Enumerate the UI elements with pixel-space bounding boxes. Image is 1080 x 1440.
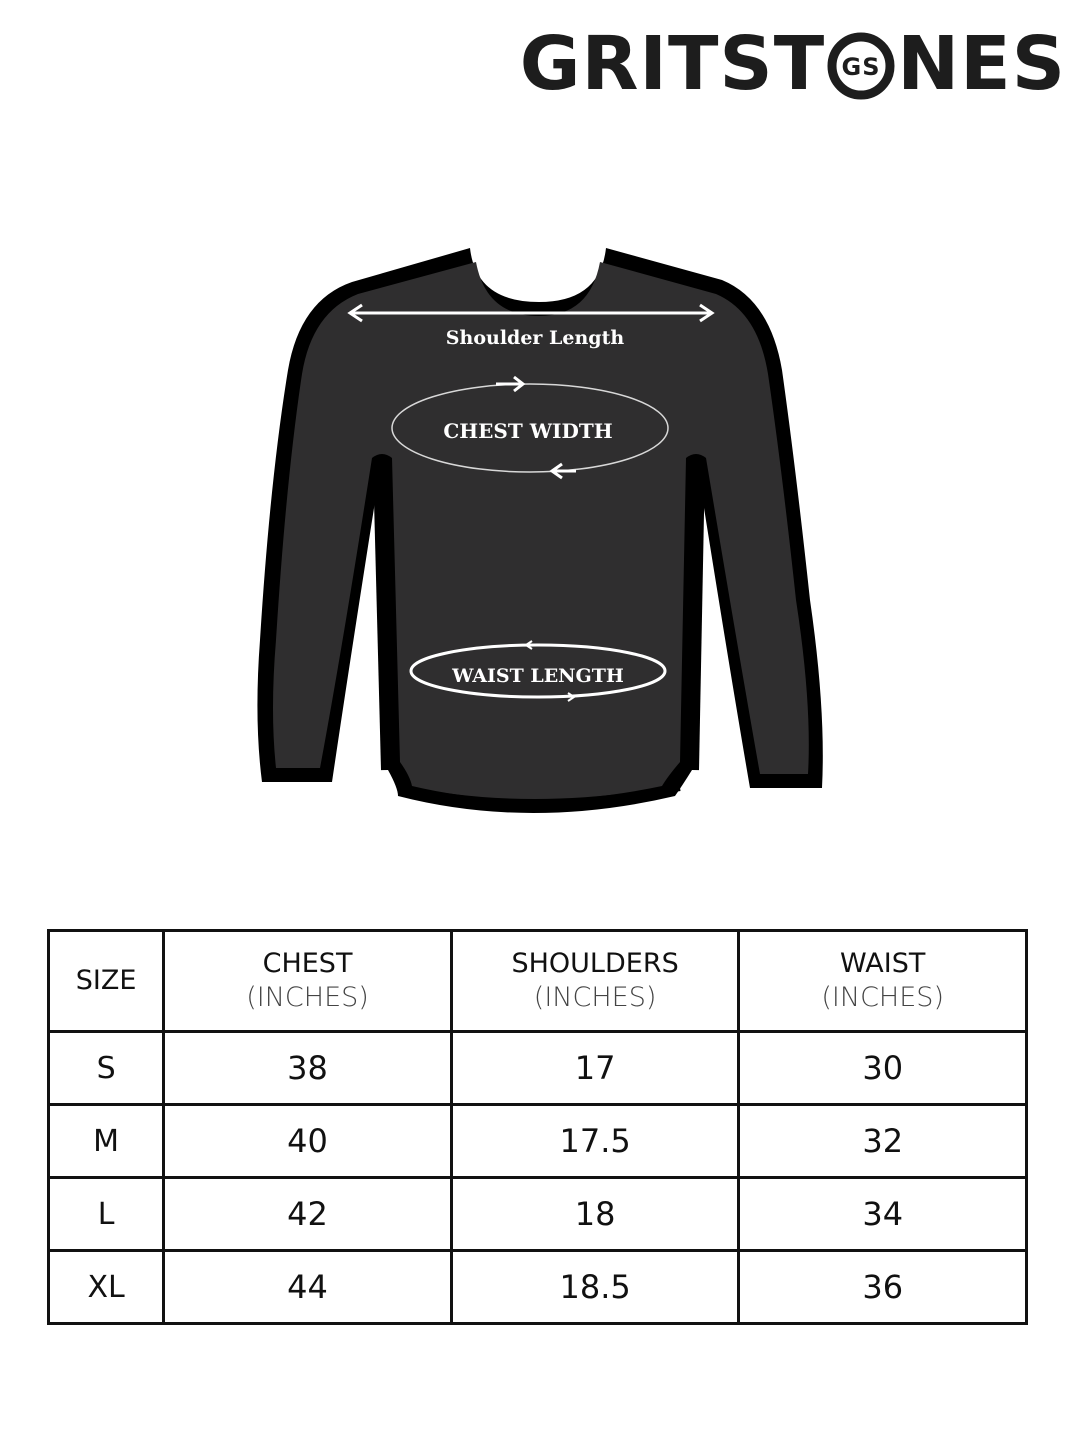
size-cell: S bbox=[49, 1032, 164, 1105]
chest-cell: 42 bbox=[164, 1178, 452, 1251]
header-shoulders: SHOULDERS (INCHES) bbox=[451, 931, 739, 1032]
header-waist: WAIST (INCHES) bbox=[739, 931, 1027, 1032]
table-row bbox=[49, 1178, 1027, 1251]
waist-length-label: WAIST LENGTH bbox=[452, 665, 624, 687]
shoulder-length-label: Shoulder Length bbox=[445, 327, 625, 349]
chest-cell: 44 bbox=[164, 1251, 452, 1324]
header-size: SIZE bbox=[49, 931, 164, 1032]
waist-cell: 36 bbox=[739, 1251, 1027, 1324]
size-cell: L bbox=[49, 1178, 164, 1251]
table-row bbox=[49, 1251, 1027, 1324]
brand-text-start: GRITST bbox=[519, 21, 826, 107]
shoulders-cell: 18 bbox=[451, 1178, 739, 1251]
waist-cell: 32 bbox=[739, 1105, 1027, 1178]
right-sleeve-seam bbox=[692, 462, 698, 770]
chest-cell: 40 bbox=[164, 1105, 452, 1178]
chest-cell: 38 bbox=[164, 1032, 452, 1105]
brand-text-end: NES bbox=[897, 21, 1066, 107]
brand-ring-letters: GS bbox=[841, 53, 881, 81]
shoulders-cell: 17.5 bbox=[451, 1105, 739, 1178]
waist-cell: 34 bbox=[739, 1178, 1027, 1251]
size-chart-table bbox=[47, 929, 1028, 1325]
size-cell: M bbox=[49, 1105, 164, 1178]
brand-logo bbox=[520, 22, 1066, 106]
table-row bbox=[49, 1105, 1027, 1178]
waist-cell: 30 bbox=[739, 1032, 1027, 1105]
header-chest: CHEST (INCHES) bbox=[164, 931, 452, 1032]
shoulders-cell: 18.5 bbox=[451, 1251, 739, 1324]
left-sleeve-seam bbox=[380, 462, 388, 770]
chest-width-label: CHEST WIDTH bbox=[443, 419, 613, 443]
size-cell: XL bbox=[49, 1251, 164, 1324]
table-row bbox=[49, 1032, 1027, 1105]
sweater-illustration bbox=[230, 240, 830, 830]
brand-ring-icon bbox=[826, 31, 896, 101]
table-header-row bbox=[49, 931, 1027, 1032]
shoulders-cell: 17 bbox=[451, 1032, 739, 1105]
